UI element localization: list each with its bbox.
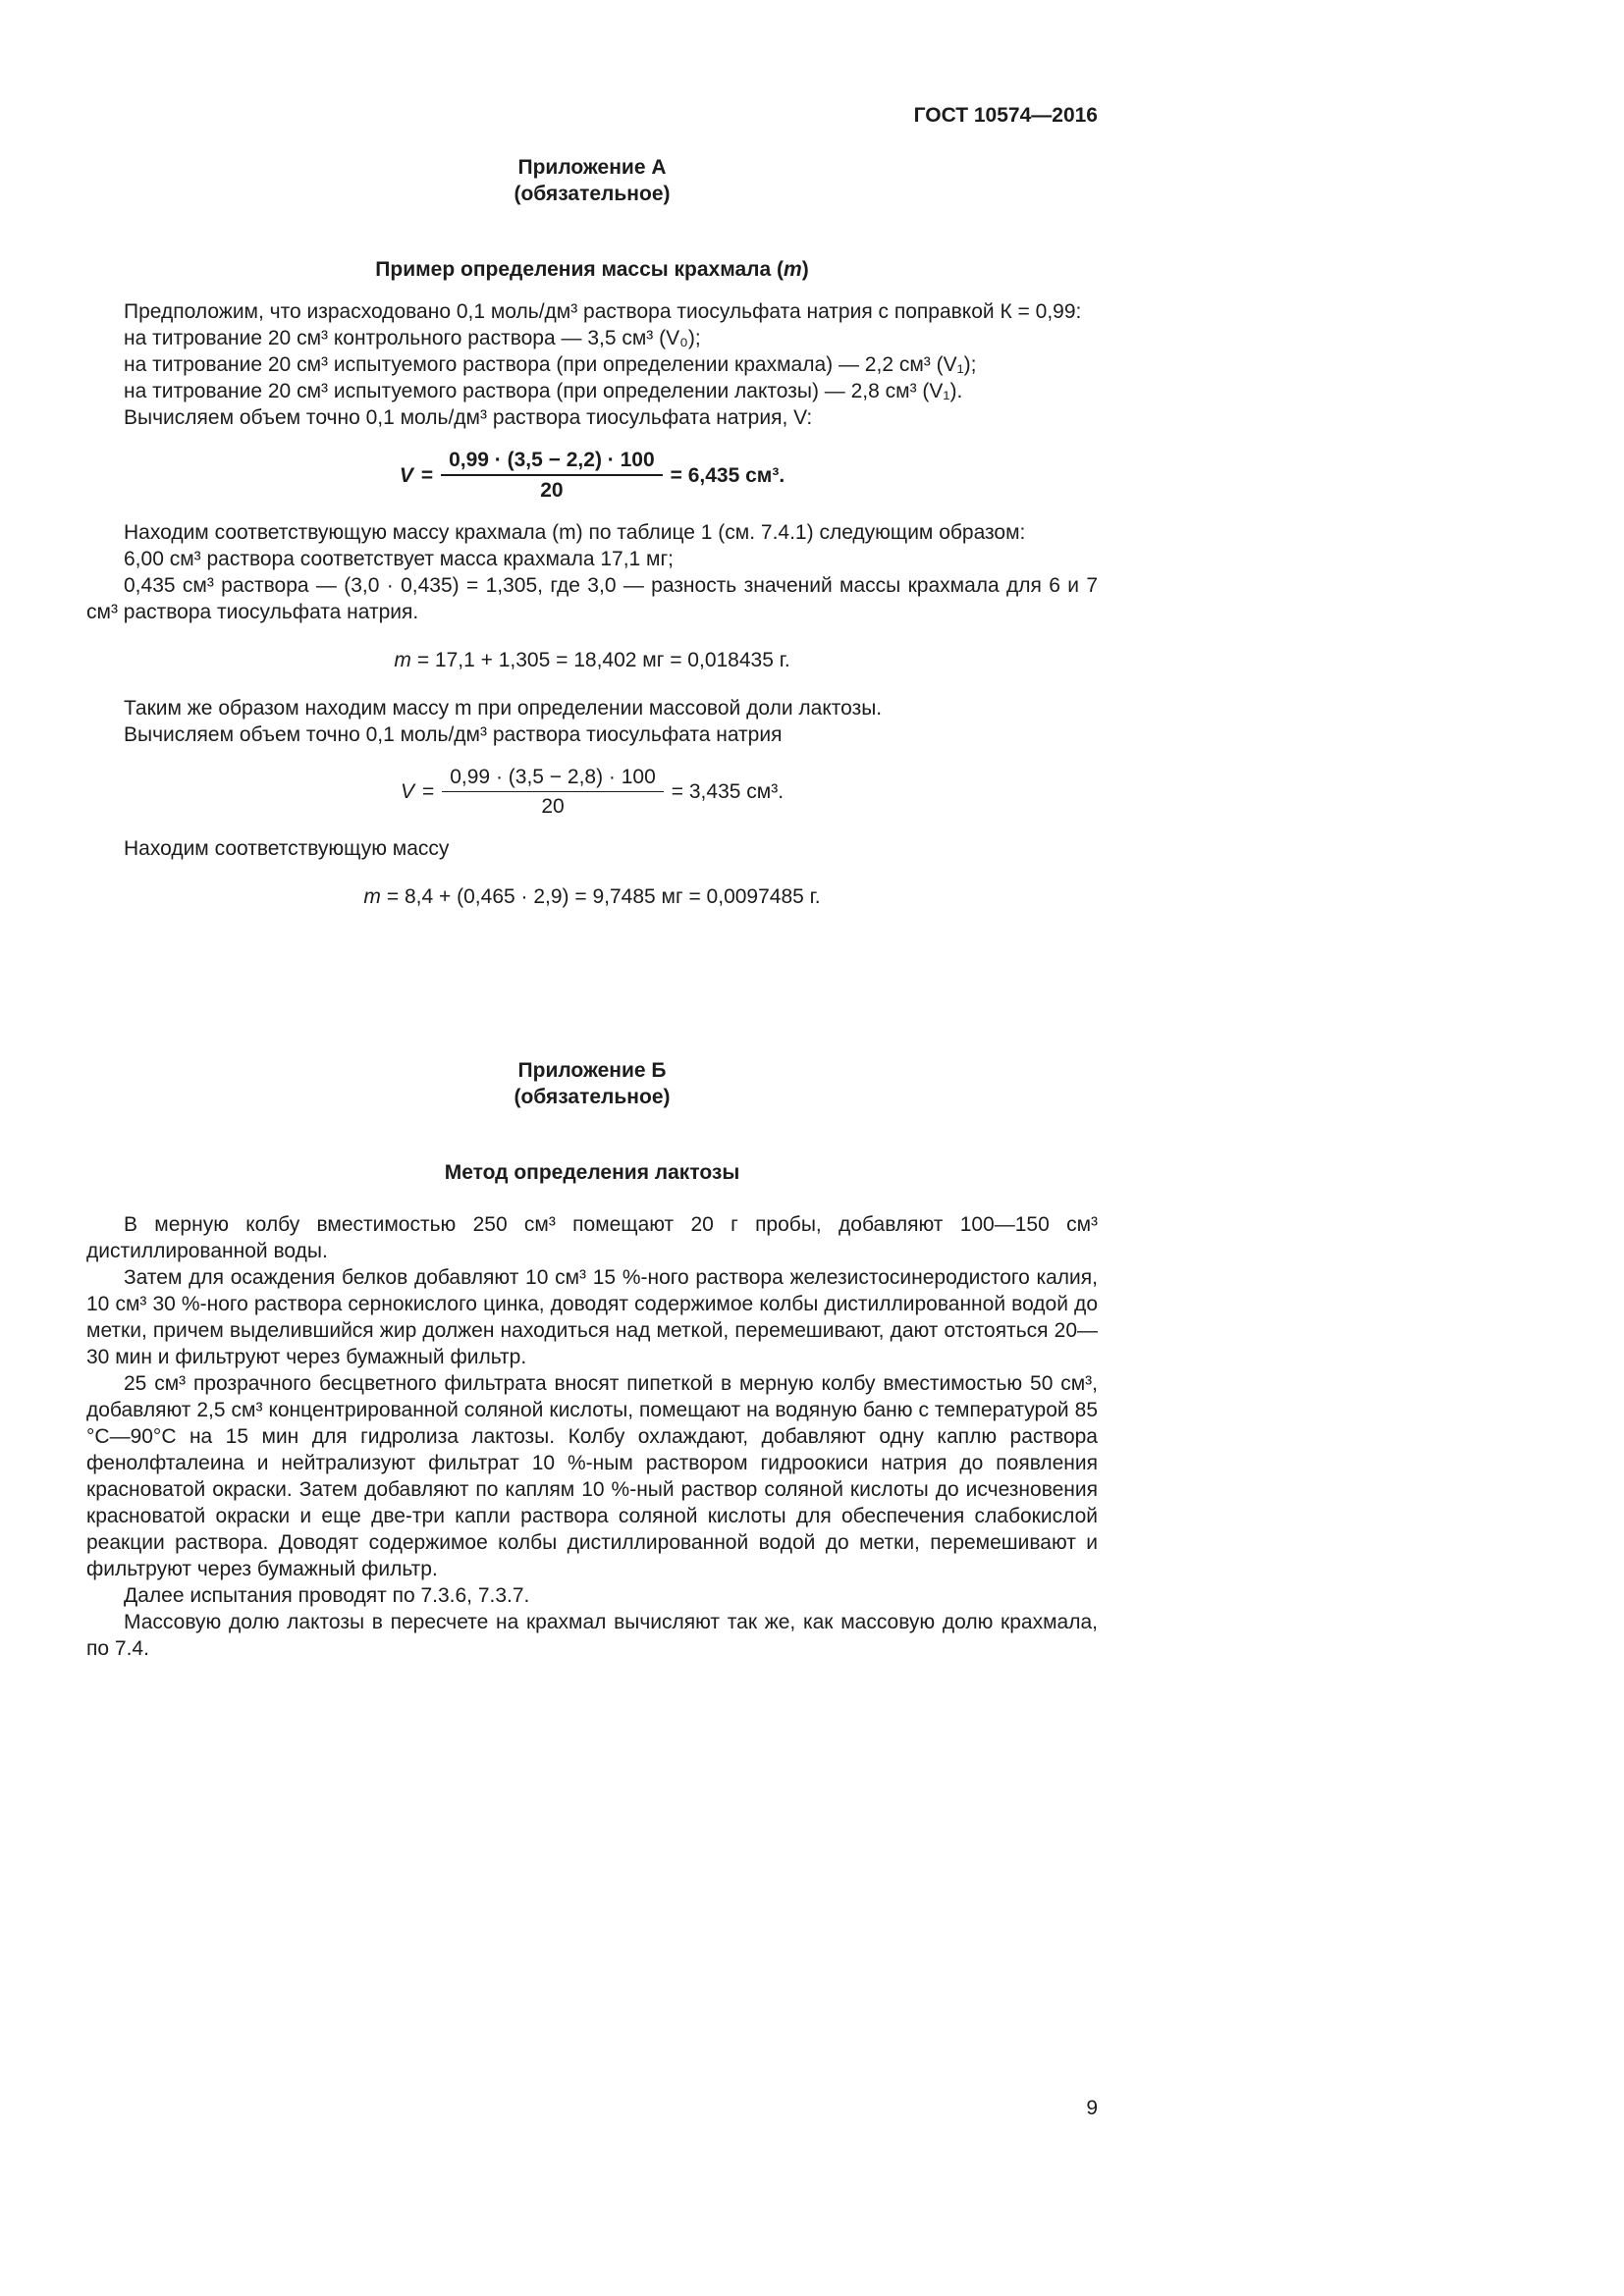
appendix-b-paragraphs: [86, 1211, 1098, 1662]
formula-fraction: [442, 764, 664, 820]
appendix-a-title-pre: Пример определения массы крахмала (: [375, 258, 785, 281]
appendix-a-title: [86, 256, 1098, 283]
intro-line: Вычисляем объем точно 0,1 моль/дм³ раствора тиосульфата натрия, V:: [124, 406, 813, 429]
intro-line: на титрование 20 см³ контрольного раствора — 3,5 см³ (V₀);: [124, 327, 701, 349]
paragraph: Далее испытания проводят по 7.3.6, 7.3.7.: [124, 1584, 530, 1607]
appendix-a-intro: [86, 298, 1098, 431]
formula-mass-starch: [86, 647, 1098, 673]
appendix-a-lactose-paragraphs: [86, 695, 1098, 748]
paragraph: 25 см³ прозрачного бесцветного фильтрата вносят пипеткой в мерную колбу вместимостью 50 см³, добавляют 2,5 см³ концентрированной соляной кислоты, помещают на водяную баню с температурой 85 °С—90°С на 15 мин для гидролиза лактозы. Колбу охлаждают, добавляют одну каплю раствора фенолфталеина и нейтрализуют фильтрат 10 %-ным раствором гидроокиси натрия до появления красноватой окраски. Затем добавляют по каплям 10 %-ный раствор соляной кислоты до исчезновения красноватой окраски и еще две-три капли раствора соляной кислоты для обеспечения слабокислой реакции раствора. Доводят содержимое колбы дистиллированной водой до метки, перемешивают и фильтруют через бумажный фильтр.: [86, 1372, 1098, 1580]
fraction-denominator: 20: [441, 474, 663, 504]
intro-line: на титрование 20 см³ испытуемого раствора (при определении лактозы) — 2,8 см³ (V₁).: [124, 380, 963, 402]
formula-volume-starch: [86, 447, 1098, 504]
appendix-b-sublabel: (обязательное): [514, 1086, 671, 1108]
formula-result: = 6,435 см³.: [670, 463, 785, 487]
page-number: 9: [1086, 2097, 1098, 2119]
formula-mass-lactose: [86, 883, 1098, 910]
fraction-numerator: 0,99 · (3,5 − 2,2) · 100: [449, 449, 655, 471]
paragraph: В мерную колбу вместимостью 250 см³ помещают 20 г пробы, добавляют 100—150 см³ дистиллированной воды.: [86, 1213, 1098, 1262]
formula-variable: V: [399, 463, 413, 487]
appendix-a-title-variable: m: [784, 258, 802, 281]
formula-volume-lactose: [86, 764, 1098, 820]
formula-variable: V: [400, 780, 414, 803]
formula-equals: =: [420, 463, 434, 487]
appendix-a-title-post: ): [801, 258, 809, 281]
paragraph: Затем для осаждения белков добавляют 10 см³ 15 %-ного раствора железистосинеродистого калия, 10 см³ 30 %-ного раствора сернокислого цинка, доводят содержимое колбы дистиллированной водой до метки, причем выделившийся жир должен находиться над меткой, перемешивают, дают отстояться 20—30 мин и фильтруют через бумажный фильтр.: [86, 1266, 1098, 1368]
paragraph: 6,00 см³ раствора соответствует масса крахмала 17,1 мг;: [124, 548, 674, 570]
paragraph: Таким же образом находим массу m при определении массовой доли лактозы.: [124, 697, 883, 720]
appendix-a-heading: [86, 154, 1098, 207]
formula-expression: = 17,1 + 1,305 = 18,402 мг = 0,018435 г.: [416, 649, 790, 671]
fraction-numerator: 0,99 · (3,5 − 2,8) · 100: [450, 766, 656, 788]
formula-expression: = 8,4 + (0,465 · 2,9) = 9,7485 мг = 0,0097485 г.: [386, 885, 821, 908]
formula-variable: m: [363, 885, 381, 908]
fraction-denominator: 20: [442, 791, 664, 820]
appendix-a-mass-paragraphs: [86, 519, 1098, 625]
appendix-b-label: Приложение Б: [517, 1059, 667, 1082]
paragraph-find-mass: Находим соответствующую массу: [124, 837, 450, 860]
document-header: ГОСТ 10574—2016: [913, 104, 1098, 127]
intro-line: на титрование 20 см³ испытуемого раствора (при определении крахмала) — 2,2 см³ (V₁);: [124, 353, 977, 376]
appendix-b-title: Метод определения лактозы: [444, 1161, 740, 1184]
formula-fraction: [441, 447, 663, 504]
formula-variable: m: [394, 649, 411, 671]
appendix-a-label: Приложение А: [517, 156, 667, 179]
appendix-b-heading: [86, 1057, 1098, 1110]
paragraph: Массовую долю лактозы в пересчете на крахмал вычисляют так же, как массовую долю крахмала, по 7.4.: [86, 1611, 1098, 1660]
document-content: [86, 0, 1098, 1662]
paragraph: Вычисляем объем точно 0,1 моль/дм³ раствора тиосульфата натрия: [124, 723, 783, 746]
formula-equals: =: [421, 780, 435, 803]
appendix-a-sublabel: (обязательное): [514, 183, 671, 205]
paragraph: 0,435 см³ раствора — (3,0 · 0,435) = 1,305, где 3,0 — разность значений массы крахмала для 6 и 7 см³ раствора тиосульфата натрия.: [86, 574, 1098, 623]
paragraph: Находим соответствующую массу крахмала (m) по таблице 1 (см. 7.4.1) следующим образом:: [124, 521, 1026, 544]
formula-result: = 3,435 см³.: [671, 780, 785, 803]
intro-line: Предположим, что израсходовано 0,1 моль/дм³ раствора тиосульфата натрия с поправкой К = 0,99:: [124, 300, 1082, 323]
